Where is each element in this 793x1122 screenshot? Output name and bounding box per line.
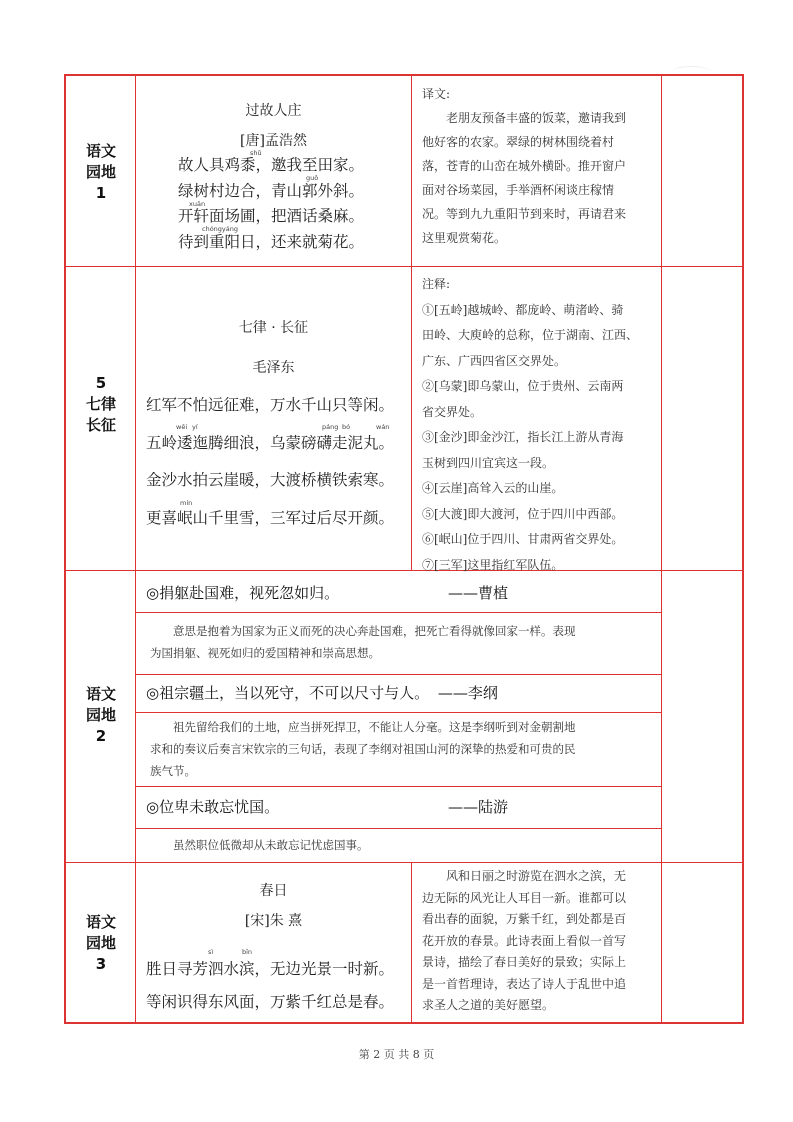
quote-explanation-1: 意思是抱着为国家为正义而死的决心奔赴国难，把死亡看得就像回家一样。表现 为国捐躯、视死如归的爱国精神和崇高思想。 — [150, 624, 576, 660]
pinyin: wán — [376, 423, 390, 431]
poem-line: 绿树村边合，青山郭外斜。 — [178, 182, 365, 200]
pinyin: guō — [306, 174, 319, 182]
translation-4: 风和日丽之时游览在泗水之滨，无 边无际的风光让人耳目一新。谁都可以 看出春的面貌，万紫千红，到处都是百 花开放的春景。此诗表面上看似一首写 景诗，描绘了春日美好的景致；实际上 是一首哲理诗，表达了诗人于乱世中追 求圣人之道的美好愿望。 — [422, 869, 627, 1012]
poem-title-4: 春日 — [259, 883, 288, 899]
quote-3: ◎位卑未敢忘忧国。 ——陆游 — [146, 798, 509, 816]
pinyin: bīn — [242, 948, 253, 956]
quote-explanation-3: 虽然职位低微却从未敢忘记忧虑国事。 — [173, 838, 369, 852]
quote-2: ◎祖宗疆土，当以死守，不可以尺寸与人。 ——李纲 — [146, 684, 498, 702]
poem-author-2: 毛泽东 — [252, 360, 295, 376]
poem-line: 金沙水拍云崖暖，大渡桥横铁索寒。 — [146, 471, 395, 489]
pinyin: bó — [342, 423, 351, 431]
pinyin: mín — [180, 499, 193, 507]
page-footer: 第 2 页 共 8 页 — [358, 1048, 435, 1061]
section-label-5: 5 七律 长征 — [85, 374, 116, 434]
pinyin: páng — [322, 423, 339, 431]
poem-line: 故人具鸡黍，邀我至田家。 — [178, 156, 365, 174]
quote-1: ◎捐躯赴国难，视死忽如归。 ——曹植 — [146, 584, 509, 602]
poem-line: 胜日寻芳泗水滨，无边光景一时新。 — [146, 960, 395, 978]
pinyin: chóngyáng — [202, 225, 238, 233]
section-label-3: 语文 园地 3 — [85, 913, 116, 973]
quote-source: ——陆游 — [448, 798, 509, 816]
poem-title-2: 七律 · 长征 — [238, 320, 309, 336]
quote-source: ——李纲 — [437, 684, 498, 702]
pinyin: wēi — [176, 423, 188, 431]
poem-author-1: [唐]孟浩然 — [240, 133, 307, 149]
quote-explanation-2: 祖先留给我们的土地，应当拼死捍卫，不能让人分毫。这是李纲听到对金朝割地 求和的奏议后奏言宋钦宗的三句话，表现了李纲对祖国山河的深挚的热爱和可贵的民 族气节。 — [150, 720, 576, 778]
quote-source: ——曹植 — [448, 584, 509, 602]
section-label-2: 语文 园地 2 — [85, 685, 116, 745]
content-table — [64, 74, 744, 1024]
poem-author-4: [宋]朱 熹 — [244, 913, 303, 929]
poem-line: 待到重阳日，还来就菊花。 — [178, 233, 365, 251]
poem-line: 五岭逶迤腾细浪，乌蒙磅礴走泥丸。 — [146, 434, 395, 452]
poem-line: 红军不怕远征难，万水千山只等闲。 — [146, 396, 395, 414]
poem-line: 开轩面场圃，把酒话桑麻。 — [178, 207, 365, 225]
poem-title-1: 过故人庄 — [245, 103, 302, 119]
pinyin: sì — [208, 948, 214, 956]
section-label-1: 语文 园地 1 — [85, 142, 116, 202]
notes-2: 注释: ①[五岭]越城岭、都庞岭、萌渚岭、骑 田岭、大庾岭的总称，位于湖南、江西、 广东、广西四省区交界处。 ②[乌蒙]即乌蒙山，位于贵州、云南两 省交界处。 ③[金沙]即金沙江，指长江上游从青海 玉树到四川宜宾这一段。 ④[云崖]高耸入云的山崖。 ⑤[大渡]即大渡河，位于四川中西部。 ⑥[岷山]位于四川、甘肃两省交界处。 ⑦[三军]这里指红军队伍。 — [422, 277, 639, 572]
translation-1: 译文: 老朋友预备丰盛的饭菜，邀请我到 他好客的农家。翠绿的树林围绕着村 落，苍青的山峦在城外横卧。推开窗户 面对谷场菜园，手举酒杯闲谈庄稼情 况。等到九九重阳节到来时，再请君来 这里观赏菊花。 — [422, 87, 627, 245]
poem-line: 更喜岷山千里雪，三军过后尽开颜。 — [146, 509, 395, 527]
poem-line: 等闲识得东风面，万紫千红总是春。 — [146, 993, 395, 1011]
pinyin: xuān — [189, 200, 206, 208]
pinyin: yí — [192, 423, 198, 431]
pinyin: shǔ — [250, 149, 262, 157]
